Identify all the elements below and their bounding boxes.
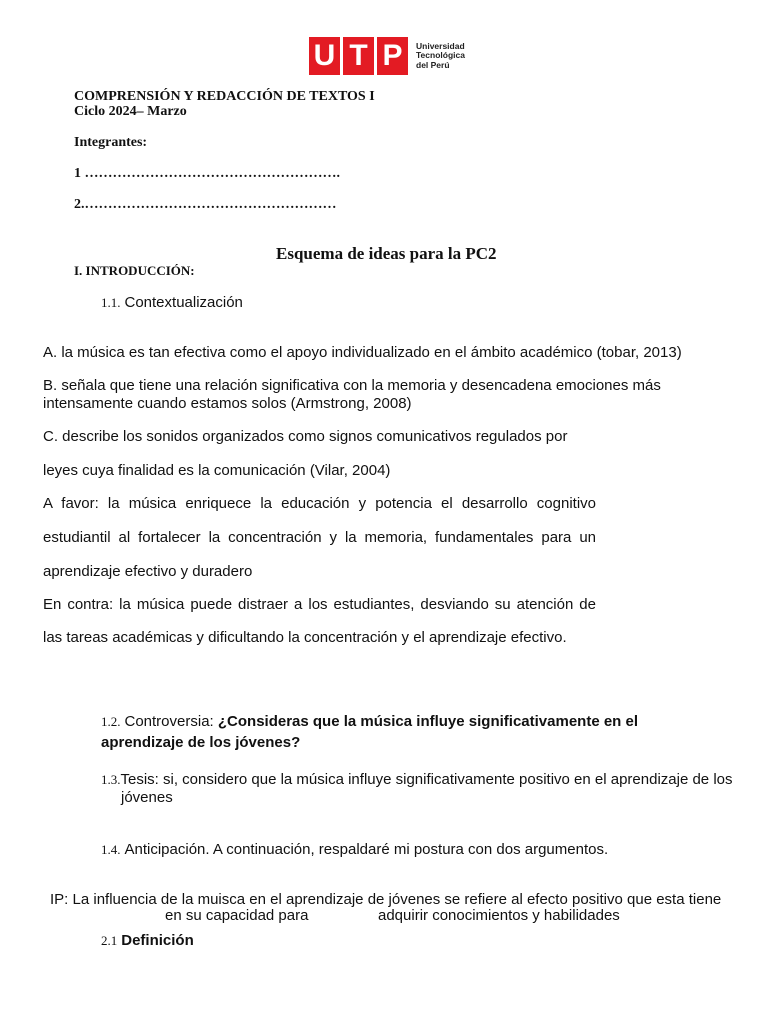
favor-line2: estudiantil al fortalecer la concentración y la memoria, fundamentales para un xyxy=(43,529,596,546)
anticipation-text: Anticipación. A continuación, respaldaré mi postura con dos argumentos. xyxy=(124,841,609,858)
logo-letter-u: U xyxy=(309,37,340,75)
controversy-question: ¿Consideras que la música influye significativamente en el xyxy=(217,713,639,730)
course-cycle: Ciclo 2024– Marzo xyxy=(74,104,187,119)
ip-line1: IP: La influencia de la muisca en el aprendizaje de jóvenes se refiere al efecto positivo que esta tiene xyxy=(50,891,722,908)
context-c-line1: C. describe los sonidos organizados como signos comunicativos regulados por xyxy=(43,428,568,445)
controversy-question-line2: aprendizaje de los jóvenes? xyxy=(101,734,301,751)
section-introduction: I. INTRODUCCIÓN: xyxy=(74,263,195,278)
contra-line1: En contra: la música puede distraer a los estudiantes, desviando su atención de xyxy=(43,596,596,613)
logo-letter-p: P xyxy=(377,37,408,75)
document-title: Esquema de ideas para la PC2 xyxy=(276,244,497,263)
thesis-text: Tesis: si, considero que la música influye significativamente positivo en el aprendizaje de los xyxy=(120,771,733,788)
context-b-line2: intensamente cuando estamos solos (Armstrong, 2008) xyxy=(43,395,412,412)
course-title: COMPRENSIÓN Y REDACCIÓN DE TEXTOS I xyxy=(74,89,375,104)
ip-line2-part1: en su capacidad para xyxy=(165,907,309,924)
subsection-1-4: 1.4. Anticipación. A continuación, respaldaré mi postura con dos argumentos. xyxy=(101,841,609,858)
subsection-1-3: 1.3.Tesis: si, considero que la música influye significativamente positivo en el aprendizaje de los xyxy=(101,771,733,788)
logo-letter-t: T xyxy=(343,37,374,75)
utp-logo xyxy=(309,37,465,75)
member-1-line: 1 ………………………………………………. xyxy=(74,166,340,181)
context-b-line1: B. señala que tiene una relación significativa con la memoria y desencadena emociones más xyxy=(43,377,661,394)
contra-line2: las tareas académicas y dificultando la concentración y el aprendizaje efectivo. xyxy=(43,629,567,646)
logo-wordmark: Universidad Tecnológica del Perú xyxy=(416,40,465,70)
favor-line1: A favor: la música enriquece la educación y potencia el desarrollo cognitivo xyxy=(43,495,596,512)
members-label: Integrantes: xyxy=(74,135,148,150)
thesis-line2: jóvenes xyxy=(121,789,173,806)
context-c-line2: leyes cuya finalidad es la comunicación (Vilar, 2004) xyxy=(43,462,391,479)
ip-line2-part2: adquirir conocimientos y habilidades xyxy=(378,907,620,924)
subsection-1-1: 1.1. Contextualización xyxy=(101,294,243,311)
context-a: A. la música es tan efectiva como el apoyo individualizado en el ámbito académico (tobar, 2013) xyxy=(43,344,682,361)
favor-line3: aprendizaje efectivo y duradero xyxy=(43,563,253,580)
member-2-line: 2.……………………………………………… xyxy=(74,197,337,212)
subsection-1-2: 1.2. Controversia: ¿Consideras que la música influye significativamente en el xyxy=(101,713,639,730)
definition-label: Definición xyxy=(121,932,194,949)
subsection-2-1: 2.1 Definición xyxy=(101,932,194,949)
